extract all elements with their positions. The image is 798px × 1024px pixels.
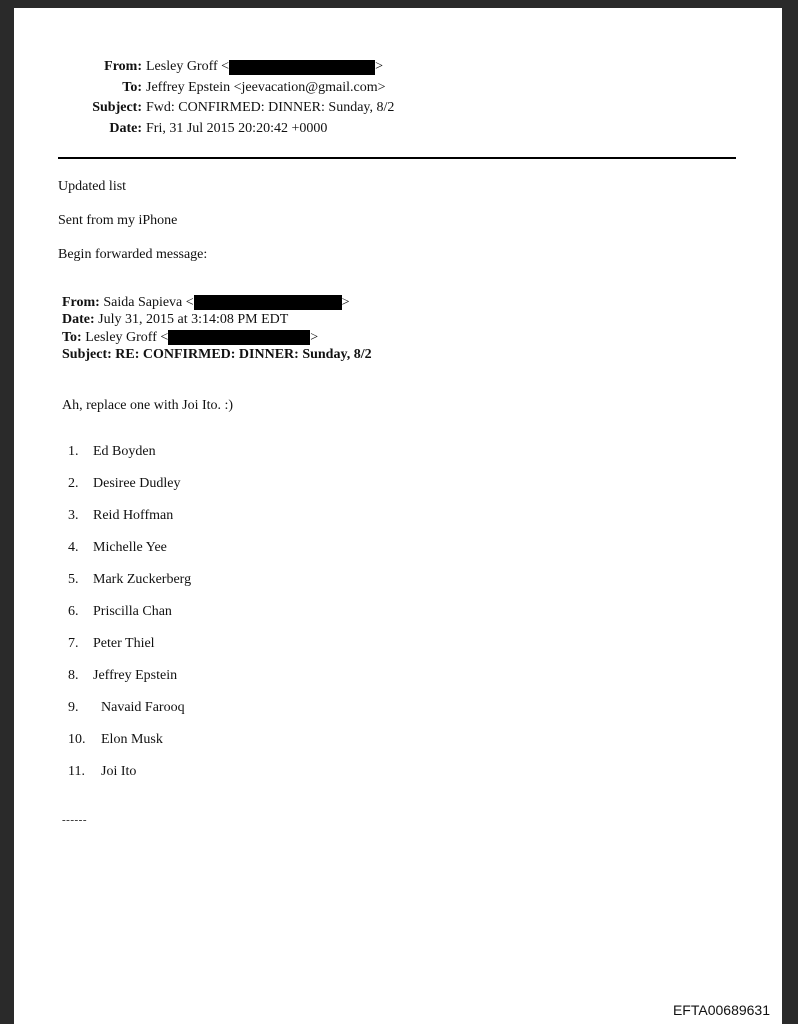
- fwd-subject-value: RE: CONFIRMED: DINNER: Sunday, 8/2: [115, 347, 372, 363]
- separator-dashes: ------: [62, 814, 87, 826]
- list-name: Peter Thiel: [93, 636, 155, 651]
- list-number: 2.: [68, 476, 79, 491]
- fwd-to-row: [62, 329, 372, 347]
- header-subject-row: [70, 98, 394, 119]
- body-line-sent-from: Sent from my iPhone: [58, 213, 178, 228]
- redacted-email: [194, 295, 342, 310]
- list-name: Desiree Dudley: [93, 476, 181, 491]
- list-number: 1.: [68, 444, 79, 459]
- list-number: 9.: [68, 700, 79, 715]
- list-number: 6.: [68, 604, 79, 619]
- fwd-to-label: To:: [62, 329, 82, 345]
- header-date-row: [70, 119, 394, 140]
- fwd-date-label: Date:: [62, 312, 95, 328]
- redacted-email: [168, 330, 310, 345]
- body-line-begin-forwarded: Begin forwarded message:: [58, 247, 208, 262]
- forwarded-message-text: Ah, replace one with Joi Ito. :): [62, 398, 234, 413]
- from-label: From:: [104, 59, 142, 75]
- from-close: >: [375, 59, 383, 75]
- fwd-from-value: Saida Sapieva <: [103, 294, 194, 310]
- fwd-to-value: Lesley Groff <: [85, 329, 169, 345]
- list-number: 11.: [68, 764, 85, 779]
- fwd-from-label: From:: [62, 294, 100, 310]
- bates-number: EFTA00689631: [672, 1002, 770, 1018]
- fwd-date-value: July 31, 2015 at 3:14:08 PM EDT: [98, 312, 289, 328]
- from-value: Lesley Groff <: [146, 59, 230, 75]
- list-name: Reid Hoffman: [93, 508, 174, 523]
- list-number: 10.: [68, 732, 86, 747]
- list-name: Elon Musk: [101, 732, 163, 747]
- forwarded-header: [62, 294, 372, 364]
- list-number: 5.: [68, 572, 79, 587]
- list-name: Ed Boyden: [93, 444, 156, 459]
- fwd-subject-label: Subject:: [62, 347, 112, 363]
- list-name: Mark Zuckerberg: [93, 572, 192, 587]
- fwd-from-close: >: [341, 294, 350, 310]
- header-to-row: [70, 78, 394, 99]
- fwd-to-close: >: [310, 329, 319, 345]
- list-number: 3.: [68, 508, 79, 523]
- list-number: 7.: [68, 636, 79, 651]
- list-number: 8.: [68, 668, 79, 683]
- to-value: Jeffrey Epstein <jeevacation@gmail.com>: [146, 79, 386, 95]
- list-name: Navaid Farooq: [101, 700, 185, 715]
- to-label: To:: [122, 79, 142, 95]
- header-from-row: [70, 57, 394, 78]
- fwd-date-row: [62, 312, 372, 330]
- list-name: Joi Ito: [101, 764, 137, 779]
- date-label: Date:: [109, 120, 142, 136]
- list-name: Jeffrey Epstein: [93, 668, 178, 683]
- email-header: [70, 57, 394, 139]
- header-divider: [58, 157, 736, 159]
- redacted-email: [229, 60, 375, 75]
- date-value: Fri, 31 Jul 2015 20:20:42 +0000: [146, 120, 328, 136]
- fwd-subject-row: [62, 347, 372, 365]
- list-name: Priscilla Chan: [93, 604, 172, 619]
- body-line-updated-list: Updated list: [58, 179, 127, 194]
- subject-label: Subject:: [92, 100, 142, 116]
- list-number: 4.: [68, 540, 79, 555]
- document-page: [14, 8, 782, 1024]
- subject-value: Fwd: CONFIRMED: DINNER: Sunday, 8/2: [146, 100, 395, 116]
- fwd-from-row: [62, 294, 372, 312]
- list-name: Michelle Yee: [93, 540, 167, 555]
